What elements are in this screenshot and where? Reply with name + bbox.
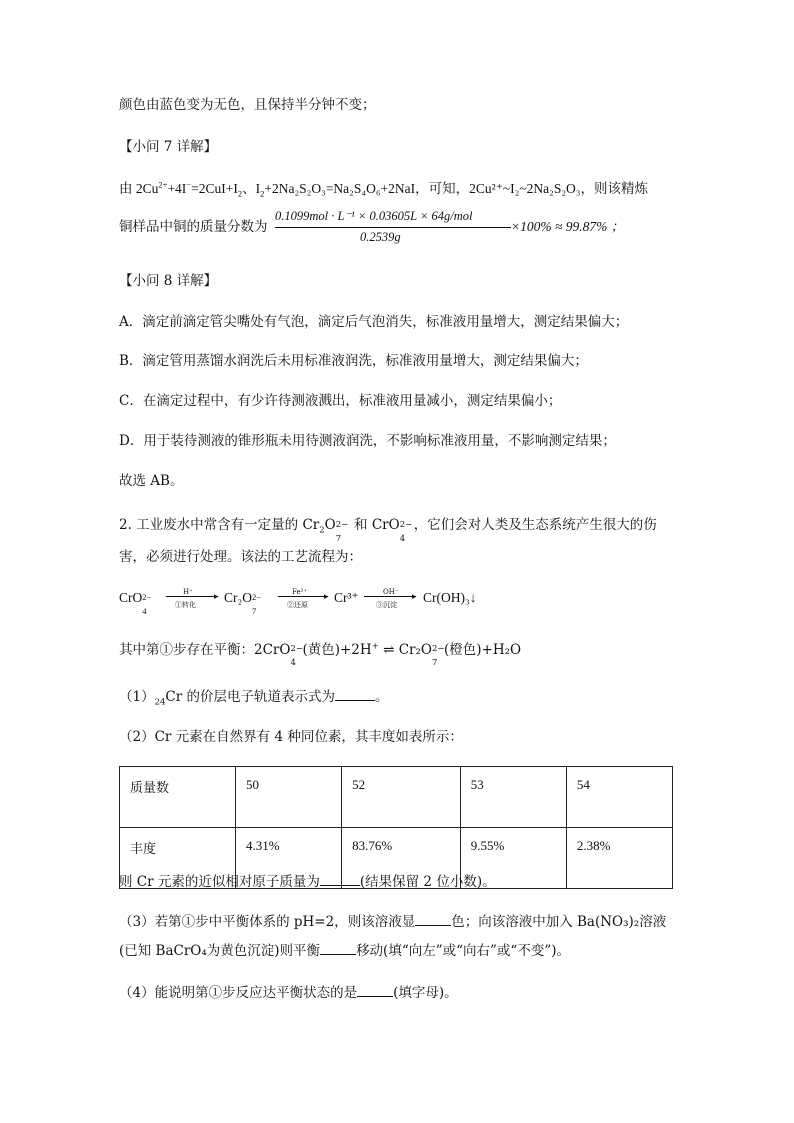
- arrow-3: [364, 596, 416, 598]
- sub-question-4: （4）能说明第①步反应达平衡状态的是 (填字母)。: [119, 985, 458, 1001]
- question-2-line-1: 2. 工业废水中常含有一定量的 $Cr_2O$ 2− 7 和 CrO 2− 4 ，它们会对人类及生态系统产生很大的伤: [119, 517, 657, 544]
- arrow-3-head: ▸: [412, 592, 417, 602]
- flow-species-3: Cr³⁺: [334, 590, 359, 605]
- answer-blank[interactable]: [357, 984, 393, 997]
- flow-species-2: Cr₂O 2− 7: [224, 590, 262, 616]
- table-cell: 53: [460, 767, 566, 828]
- text-line: 颜色由蓝色变为无色，且保持半分钟不变；: [119, 97, 376, 113]
- table-cell: 52: [342, 767, 461, 828]
- isotope-abundance-table: [119, 766, 673, 889]
- arrow-2-reagent: Fe²⁺: [292, 588, 308, 596]
- table-cell: 9.55%: [460, 828, 566, 889]
- answer-line: 故选 AB。: [119, 473, 184, 489]
- answer-blank[interactable]: [320, 873, 360, 886]
- table-cell: 83.76%: [342, 828, 461, 889]
- table-header-cell: 质量数: [120, 767, 236, 828]
- equilibrium-arrow-icon: ⇌: [378, 642, 399, 658]
- fraction-bar: [275, 227, 511, 228]
- option-a: A．滴定前滴定管尖嘴处有气泡，滴定后气泡消失，标准液用量增大，测定结果偏大；: [119, 314, 629, 330]
- table-cell: 2.38%: [566, 828, 672, 889]
- option-c: C．在滴定过程中，有少许待测液溅出，标准液用量减小，测定结果偏小；: [119, 393, 562, 409]
- fraction-numerator: 0.1099mol · L⁻¹ × 0.03605L × 64g/mol: [275, 209, 473, 223]
- flow-species-4: Cr(OH)₃↓: [423, 590, 477, 605]
- formula-tail: ×100% ≈ 99.87% ；: [511, 219, 625, 234]
- table-header-cell: 丰度: [120, 828, 236, 889]
- fraction-denominator: 0.2539g: [360, 230, 401, 244]
- arrow-2: [278, 596, 328, 598]
- arrow-1-step: ①转化: [175, 601, 196, 609]
- flow-species-1: CrO 2− 4: [119, 590, 152, 616]
- arrow-3-reagent: OH⁻: [383, 588, 399, 596]
- question-2-line-2: 害，必须进行处理。该法的工艺流程为：: [119, 549, 362, 565]
- table-cell: 4.31%: [236, 828, 342, 889]
- sub-question-2: （2）Cr 元素在自然界有 4 种同位素，其丰度如表所示：: [119, 729, 463, 745]
- arrow-1-head: ▸: [214, 592, 219, 602]
- option-b: B．滴定管用蒸馏水润洗后未用标准液润洗，标准液用量增大，测定结果偏大；: [119, 353, 588, 369]
- arrow-1: [166, 596, 218, 598]
- arrow-2-step: ②还原: [287, 601, 308, 609]
- arrow-1-reagent: H⁺: [183, 588, 193, 596]
- answer-blank[interactable]: [320, 942, 356, 955]
- arrow-2-head: ▸: [324, 592, 329, 602]
- table-cell: 54: [566, 767, 672, 828]
- section-header: 【小问 8 详解】: [119, 273, 218, 289]
- text-line: 铜样品中铜的质量分数为: [119, 219, 268, 235]
- equilibrium-line: 其中第①步存在平衡：2CrO 2− 4 (黄色)+2H+ ⇌ Cr₂O 2− 7 (橙色)+H₂O: [119, 641, 522, 668]
- answer-blank[interactable]: [335, 688, 375, 701]
- sub-question-1: $(1)_{24}Cr$ 的价层电子轨道表示式为 。: [119, 689, 389, 708]
- table-cell: 50: [236, 767, 342, 828]
- option-d: D．用于装待测液的锥形瓶未用待测液润洗，不影响标准液用量，不影响测定结果；: [119, 433, 616, 449]
- arrow-3-step: ③沉淀: [376, 601, 397, 609]
- sub-question-3-line-1: （3）若第①步中平衡体系的 pH=2，则该溶液显 色；向该溶液中加入 Ba(NO₃)₂溶液: [119, 914, 667, 930]
- table-row: [120, 767, 673, 828]
- equation-line: 由 $2Cu^{2+}+4I^-=2CuI+I_2$、$I_2+2Na_2S_2O_3=Na_2S_4O_6+2NaI$，可知，2Cu²⁺~I₂~2Na₂S₂O₃，则该精炼: [119, 179, 649, 199]
- answer-blank[interactable]: [415, 913, 451, 926]
- after-table-line: 则 Cr 元素的近似相对原子质量为 (结果保留 2 位小数)。: [119, 874, 496, 890]
- sub-question-3-line-2: (已知 BaCrO₄为黄色沉淀)则平衡 移动(填“向左”或“向右”或“不变”)。: [119, 943, 571, 959]
- section-header: 【小问 7 详解】: [119, 139, 218, 155]
